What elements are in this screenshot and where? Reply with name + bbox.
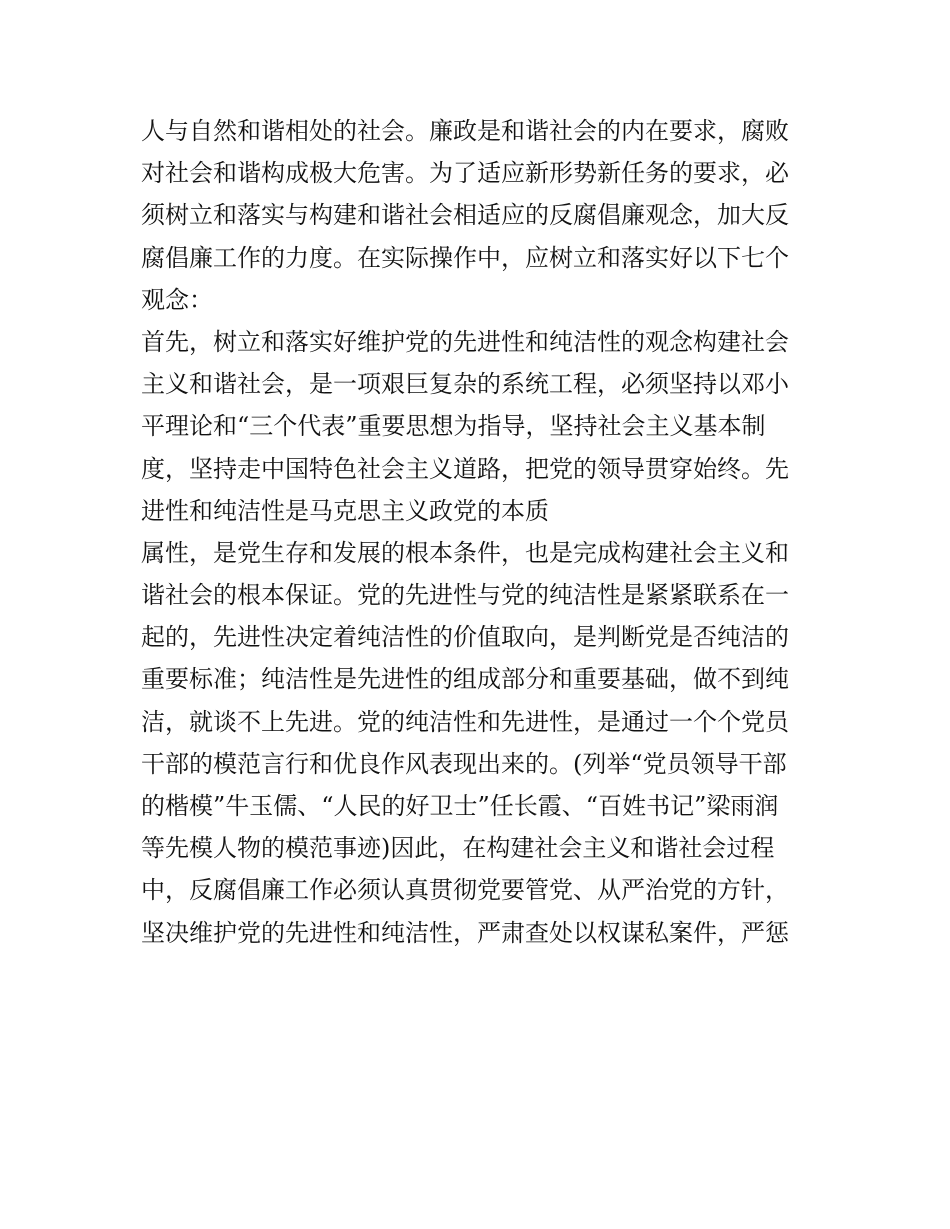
text-line: 主义和谐社会，是一项艰巨复杂的系统工程，必须坚持以邓小 bbox=[141, 370, 789, 399]
body-text bbox=[141, 110, 821, 954]
text-line: 度，坚持走中国特色社会主义道路，把党的领导贯穿始终。先 bbox=[141, 454, 789, 483]
text-line: 干部的模范言行和优良作风表现出来的。(列举“党员领导干部 bbox=[141, 749, 787, 778]
text-line: 等先模人物的模范事迹)因此，在构建社会主义和谐社会过程 bbox=[141, 834, 775, 863]
text-line: 的楷模”牛玉儒、“人民的好卫士”任长霞、“百姓书记”梁雨润 bbox=[141, 792, 779, 820]
text-line: 属性，是党生存和发展的根本条件，也是完成构建社会主义和 bbox=[141, 538, 789, 567]
text-line: 坚决维护党的先进性和纯洁性，严肃查处以权谋私案件，严惩 bbox=[141, 918, 789, 947]
text-line: 腐倡廉工作的力度。在实际操作中，应树立和落实好以下七个 bbox=[141, 243, 789, 272]
text-line: 谐社会的根本保证。党的先进性与党的纯洁性是紧紧联系在一 bbox=[141, 581, 789, 610]
text-line: 首先，树立和落实好维护党的先进性和纯洁性的观念构建社会 bbox=[141, 327, 789, 356]
text-line: 进性和纯洁性是马克思主义政党的本质 bbox=[141, 496, 549, 525]
text-line: 起的，先进性决定着纯洁性的价值取向，是判断党是否纯洁的 bbox=[141, 623, 789, 652]
text-line: 平理论和“三个代表”重要思想为指导，坚持社会主义基本制 bbox=[141, 412, 766, 441]
text-line: 须树立和落实与构建和谐社会相适应的反腐倡廉观念，加大反 bbox=[141, 201, 789, 230]
text-line: 人与自然和谐相处的社会。廉政是和谐社会的内在要求，腐败 bbox=[141, 117, 789, 145]
text-line: 对社会和谐构成极大危害。为了适应新形势新任务的要求，必 bbox=[141, 159, 789, 188]
text-line: 中，反腐倡廉工作必须认真贯彻党要管党、从严治党的方针， bbox=[141, 876, 789, 905]
text-line: 观念： bbox=[141, 285, 213, 314]
text-line: 重要标准；纯洁性是先进性的组成部分和重要基础，做不到纯 bbox=[141, 665, 789, 694]
text-line: 洁，就谈不上先进。党的纯洁性和先进性，是通过一个个党员 bbox=[141, 707, 789, 736]
